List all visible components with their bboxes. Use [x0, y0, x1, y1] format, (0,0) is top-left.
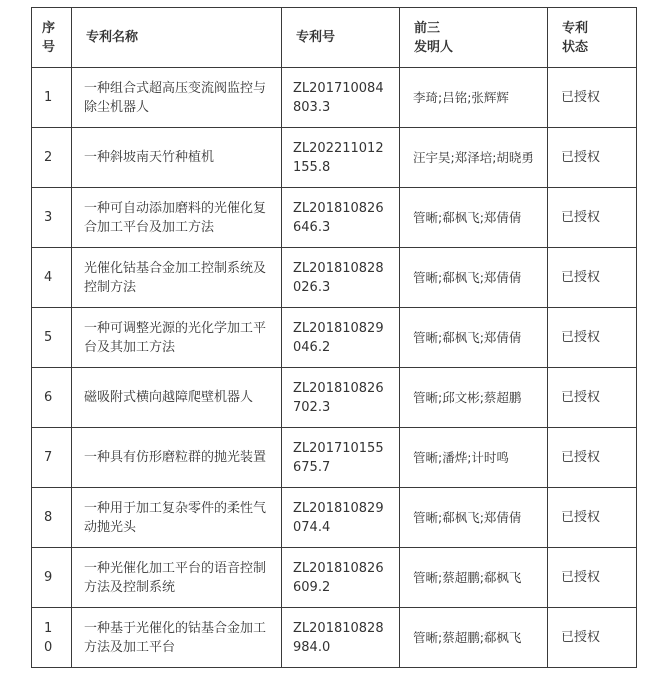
inventors: 汪宇昊;郑泽培;胡晓勇 [400, 128, 548, 188]
patent-number: ZL201710084803.3 [282, 68, 400, 128]
patent-number: ZL201810826609.2 [282, 548, 400, 608]
patent-status: 已授权 [548, 428, 637, 488]
row-number: 7 [32, 428, 72, 488]
patent-number: ZL201810828026.3 [282, 248, 400, 308]
patent-name: 一种斜坡南天竹种植机 [72, 128, 282, 188]
inventors: 管晰;蔡超鹏;郗枫飞 [400, 608, 548, 668]
table-row [32, 128, 637, 188]
table-row [32, 248, 637, 308]
patent-number: ZL201810829046.2 [282, 308, 400, 368]
row-number: 3 [32, 188, 72, 248]
table-row [32, 548, 637, 608]
header-patent-number: 专利号 [282, 8, 400, 68]
header-patent-name: 专利名称 [72, 8, 282, 68]
patent-name: 一种具有仿形磨粒群的抛光装置 [72, 428, 282, 488]
patent-name: 一种组合式超高压变流阀监控与除尘机器人 [72, 68, 282, 128]
patent-name: 磁吸附式横向越障爬壁机器人 [72, 368, 282, 428]
patent-status: 已授权 [548, 368, 637, 428]
header-status: 专利 状态 [548, 8, 637, 68]
patent-status: 已授权 [548, 128, 637, 188]
patent-number: ZL201810826646.3 [282, 188, 400, 248]
patent-status: 已授权 [548, 608, 637, 668]
inventors: 管晰;郗枫飞;郑倩倩 [400, 488, 548, 548]
header-row [32, 8, 637, 68]
patent-number: ZL201710155675.7 [282, 428, 400, 488]
table-row [32, 488, 637, 548]
patent-status: 已授权 [548, 548, 637, 608]
patent-status: 已授权 [548, 308, 637, 368]
header-no: 序 号 [32, 8, 72, 68]
patent-name: 一种光催化加工平台的语音控制方法及控制系统 [72, 548, 282, 608]
patent-name: 光催化钴基合金加工控制系统及控制方法 [72, 248, 282, 308]
row-number: 2 [32, 128, 72, 188]
patent-status: 已授权 [548, 68, 637, 128]
table-row [32, 68, 637, 128]
inventors: 管晰;郗枫飞;郑倩倩 [400, 248, 548, 308]
table-row [32, 368, 637, 428]
patent-name: 一种可调整光源的光化学加工平台及其加工方法 [72, 308, 282, 368]
inventors: 管晰;蔡超鹏;郗枫飞 [400, 548, 548, 608]
row-number: 8 [32, 488, 72, 548]
inventors: 管晰;郗枫飞;郑倩倩 [400, 308, 548, 368]
inventors: 管晰;潘烨;计时鸣 [400, 428, 548, 488]
patent-number: ZL201810828984.0 [282, 608, 400, 668]
patent-status: 已授权 [548, 188, 637, 248]
inventors: 管晰;郗枫飞;郑倩倩 [400, 188, 548, 248]
row-number: 5 [32, 308, 72, 368]
table-row [32, 308, 637, 368]
inventors: 李琦;吕铭;张辉辉 [400, 68, 548, 128]
patent-table [31, 7, 637, 668]
patent-number: ZL202211012155.8 [282, 128, 400, 188]
table-row [32, 188, 637, 248]
row-number: 6 [32, 368, 72, 428]
patent-name: 一种用于加工复杂零件的柔性气动抛光头 [72, 488, 282, 548]
table-row [32, 428, 637, 488]
table-row [32, 608, 637, 668]
patent-name: 一种可自动添加磨料的光催化复合加工平台及加工方法 [72, 188, 282, 248]
patent-name: 一种基于光催化的钴基合金加工方法及加工平台 [72, 608, 282, 668]
row-number: 4 [32, 248, 72, 308]
row-number: 9 [32, 548, 72, 608]
patent-status: 已授权 [548, 488, 637, 548]
header-inventors: 前三 发明人 [400, 8, 548, 68]
patent-number: ZL201810826702.3 [282, 368, 400, 428]
inventors: 管晰;邱文彬;蔡超鹏 [400, 368, 548, 428]
patent-status: 已授权 [548, 248, 637, 308]
row-number: 10 [32, 608, 72, 668]
row-number: 1 [32, 68, 72, 128]
patent-number: ZL201810829074.4 [282, 488, 400, 548]
